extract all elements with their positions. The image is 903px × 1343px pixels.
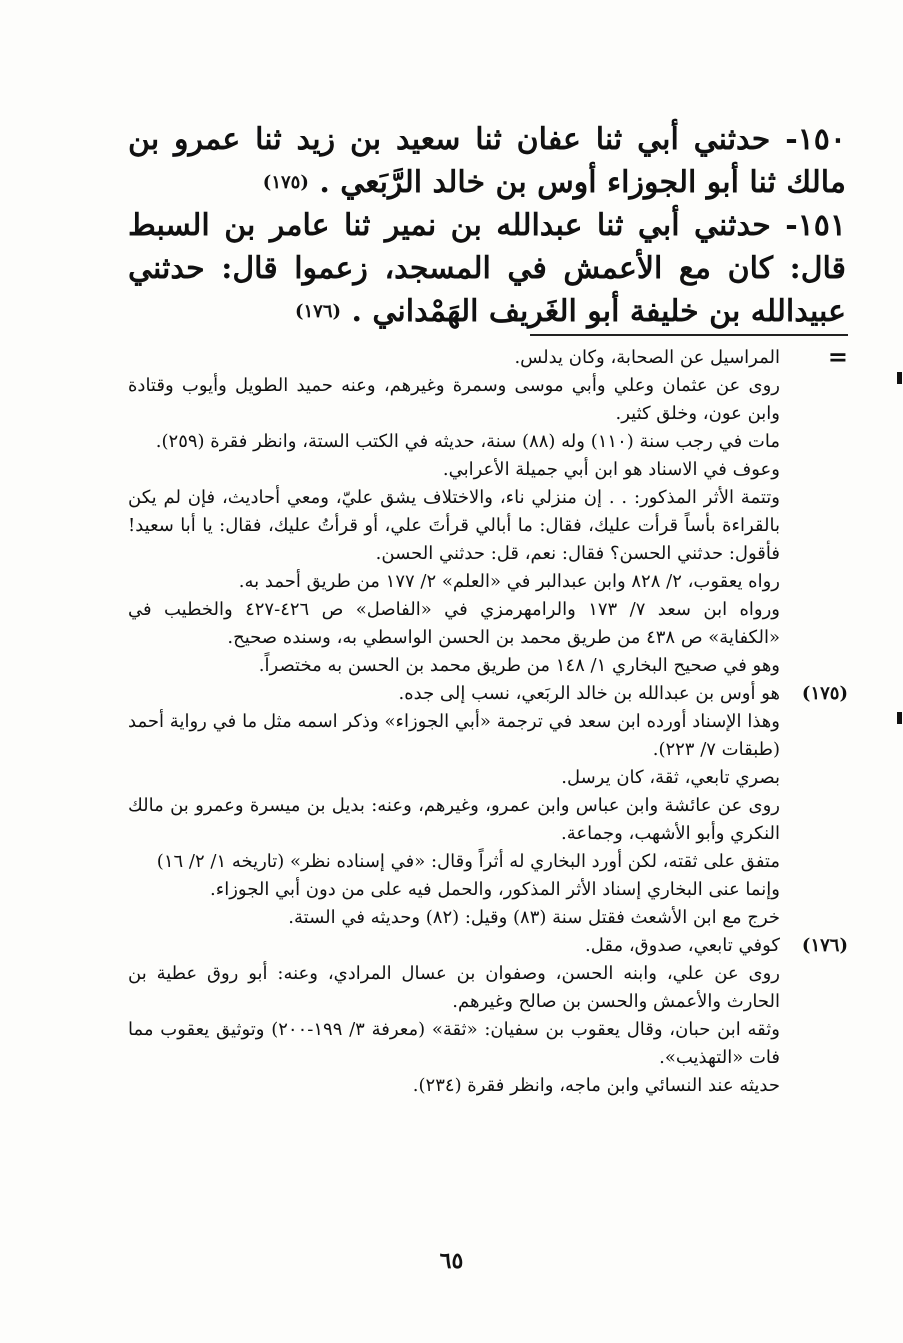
footnote-separator (530, 334, 848, 336)
footnote-line: وهذا الإسناد أورده ابن سعد في ترجمة «أبي الجوزاء» وذكر اسمه مثل ما في رواية أحمد (طبقات ٧/ ٢٢٣). (128, 711, 780, 760)
footnote-line: كوفي تابعي، صدوق، مقل. (585, 935, 780, 956)
footnote-line: رواه يعقوب، ٢/ ٨٢٨ وابن عبدالبر في «العلم» ٢/ ١٧٧ من طريق أحمد به. (238, 571, 780, 592)
footnote-line: وثقه ابن حبان، وقال يعقوب بن سفيان: «ثقة» (معرفة ٣/ ١٩٩-٢٠٠) وتوثيق يعقوب مما فات «التهذيب». (128, 1019, 780, 1068)
footnote-line: مات في رجب سنة (١١٠) وله (٨٨) سنة، حديثه في الكتب الستة، وانظر فقرة (٢٥٩). (155, 431, 780, 452)
paragraph-150 (128, 118, 846, 204)
footnote-line: حديثه عند النسائي وابن ماجه، وانظر فقرة (٢٣٤). (412, 1075, 780, 1096)
footnotes (128, 344, 848, 1100)
footnote-line: المراسيل عن الصحابة، وكان يدلس. (514, 347, 780, 368)
footnote-176 (128, 932, 848, 1100)
main-text (128, 118, 846, 333)
footnote-175 (128, 680, 848, 932)
footnote-ref[interactable]: (١٧٦) (294, 301, 342, 322)
footnote-ref[interactable]: (١٧٥) (262, 172, 309, 193)
footnote-line: روى عن علي، وابنه الحسن، وصفوان بن عسال المرادي، وعنه: أبو روق عطية بن الحارث والأعمش والحسن بن صالح وغيرهم. (128, 963, 781, 1012)
paragraph-text: ١٥٠- حدثني أبي ثنا عفان ثنا سعيد بن زيد ثنا عمرو بن مالك ثنا أبو الجوزاء أوس بن خالد الرَّبَعي . (128, 122, 846, 200)
footnote-line: وإنما عنى البخاري إسناد الأثر المذكور، والحمل فيه على من دون أبي الجوزاء. (210, 879, 780, 900)
footnote-line: روى عن عائشة وابن عباس وابن عمرو، وغيرهم، وعنه: بديل بن ميسرة وعمرو بن مالك النكري وأبو الأشهب، وجماعة. (128, 795, 780, 844)
footnote-line: وعوف في الاسناد هو ابن أبي جميلة الأعرابي. (442, 459, 780, 480)
footnote-line: خرج مع ابن الأشعث فقتل سنة (٨٣) وقيل: (٨٢) وحديثه في الستة. (288, 907, 780, 928)
footnote-continuation (128, 344, 848, 680)
page-number: ٦٥ (439, 1248, 464, 1274)
paragraph-text: ١٥١- حدثني أبي ثنا عبدالله بن نمير ثنا عامر بن السبط قال: كان مع الأعمش في المسجد، زعموا قال: حدثني عبيدالله بن خليفة أبو الغَريف الهَمْداني . (128, 208, 846, 329)
footnote-line: متفق على ثقته، لكن أورد البخاري له أثراً وقال: «في إسناده نظر» (تاريخه ١/ ٢/ ١٦) (156, 851, 780, 872)
footnote-number: (١٧٥) (801, 683, 848, 704)
footnote-line: وتتمة الأثر المذكور: . . إن منزلي ناء، والاختلاف يشق عليّ، ومعي أحاديث، فإن لم يكن بالقراءة بأساً قرأت عليك، فقال: ما أبالي قرأتَ علي، أو قرأتُ عليك، فقال: يا أبا سعيد! فأقول: حدثني الحسن؟ فقال: نعم، قل: حدثني الحسن. (128, 487, 780, 564)
footnote-line: بصري تابعي، ثقة، كان يرسل. (561, 767, 780, 788)
footnote-line: وهو في صحيح البخاري ١/ ١٤٨ من طريق محمد بن الحسن به مختصراً. (258, 655, 780, 676)
footnote-line: روى عن عثمان وعلي وأبي موسى وسمرة وغيرهم، وعنه حميد الطويل وأيوب وقتادة وابن عون، وخلق كثير. (128, 375, 780, 424)
footnote-line: ورواه ابن سعد ٧/ ١٧٣ والرامهرمزي في «الفاصل» ص ٤٢٦-٤٢٧ والخطيب في «الكفاية» ص ٤٣٨ من طريق محمد بن الحسن الواسطي به، وسنده صحيح. (128, 599, 780, 648)
footnote-number: (١٧٦) (801, 935, 848, 956)
footnote-line: هو أوس بن عبدالله بن خالد الربَعي، نسب إلى جده. (398, 683, 780, 704)
margin-mark (897, 372, 902, 384)
margin-mark (897, 712, 902, 724)
continuation-marker: = (827, 342, 848, 371)
paragraph-151 (128, 204, 846, 333)
